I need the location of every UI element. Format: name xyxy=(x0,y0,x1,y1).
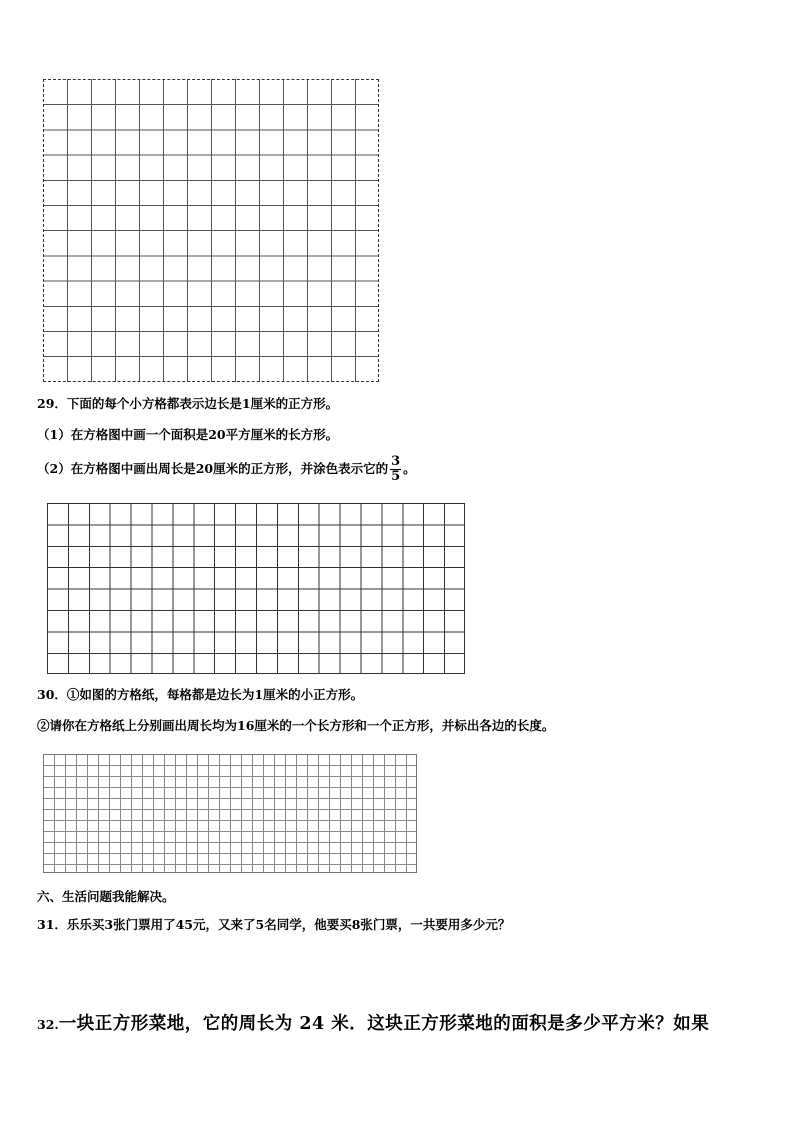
q32-text: 一块正方形菜地，它的周长为 24 米．这块正方形菜地的面积是多少平方米？如果 xyxy=(58,1014,710,1034)
q31-number: 31． xyxy=(37,917,67,932)
fraction-denominator: 5 xyxy=(391,469,401,484)
q29-part2 xyxy=(37,455,416,484)
section-six-title: 六、生活问题我能解决。 xyxy=(37,889,175,904)
q29-stem-text: 下面的每个小方格都表示边长是1厘米的正方形。 xyxy=(66,396,339,411)
q29-part2-end: 。 xyxy=(403,461,416,476)
fraction-three-fifths xyxy=(390,455,401,484)
q29-part2-text: （2）在方格图中画出周长是20厘米的正方形，并涂色表示它的 xyxy=(37,461,389,476)
q30-line1-text: ①如图的方格纸，每格都是边长为1厘米的小正方形。 xyxy=(66,687,364,702)
fraction-numerator: 3 xyxy=(391,454,401,469)
q29-stem xyxy=(37,396,338,412)
q29-number: 29． xyxy=(37,396,67,411)
q31-text: 乐乐买3张门票用了45元，又来了5名同学，他要买8张门票，一共要用多少元？ xyxy=(66,917,511,932)
dashed-grid-top xyxy=(43,79,379,382)
q30-line1 xyxy=(37,687,363,703)
q31 xyxy=(37,917,510,933)
q30-number: 30． xyxy=(37,687,67,702)
q32-number: 32. xyxy=(37,1017,59,1032)
q29-part1: （1）在方格图中画一个面积是20平方厘米的长方形。 xyxy=(37,427,339,442)
grid-q30[interactable] xyxy=(43,754,417,873)
grid-q29[interactable] xyxy=(47,503,465,674)
q32 xyxy=(37,1010,709,1035)
q30-line2: ②请你在方格纸上分别画出周长均为16厘米的一个长方形和一个正方形，并标出各边的长度。 xyxy=(37,718,555,733)
